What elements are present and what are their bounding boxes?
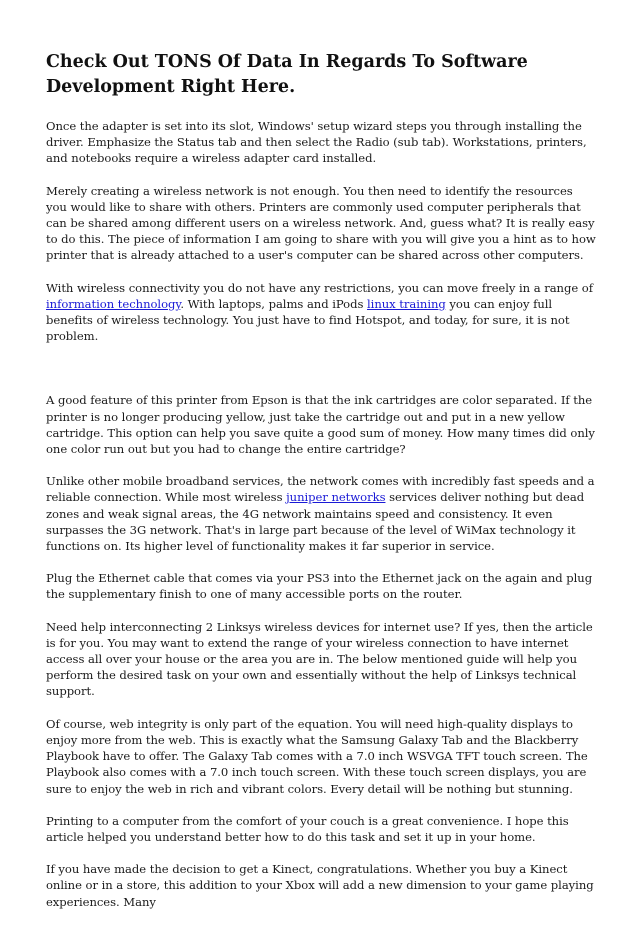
paragraph-10: If you have made the decision to get a Kinect, congratulations. Whether you buy a Kinect online or in a store, this addition to your Xbox will add a new dimension to your game playing experiences. Many	[46, 862, 594, 909]
paragraph-8: Of course, web integrity is only part of the equation. You will need high-quality displays to enjoy more from the web. This is exactly what the Samsung Galaxy Tab and the Blackberry Playbook have to offer. The Galaxy Tab comes with a 7.0 inch WSVGA TFT touch screen. The Playbook also comes with a 7.0 inch touch screen. With these touch screen displays, you are sure to enjoy the web in rich and vibrant colors. Every detail will be nothing but stunning.	[46, 716, 588, 796]
paragraph-9: Printing to a computer from the comfort of your couch is a great convenience. I hope this article helped you understand better how to do this task and set it up in your home.	[46, 813, 569, 844]
paragraph-3-text-b: . With laptops, palms and iPods	[180, 296, 368, 311]
paragraph-6: Plug the Ethernet cable that comes via your PS3 into the Ethernet jack on the again and plug the supplementary finish to one of many accessible ports on the router.	[46, 571, 593, 602]
information-technology-link[interactable]: information technology	[46, 296, 181, 311]
linux-training-link[interactable]: linux training	[367, 296, 446, 311]
paragraph-3-text-c: you can enjoy full benefits of wireless technology. You just have to find Hotspot, and today, for sure, it is not problem.	[46, 296, 570, 344]
document-page	[46, 50, 596, 926]
paragraph-5-text-a: Unlike other mobile broadband services, the network comes with incredibly fast speeds and a reliable connection. While most wireless	[46, 474, 595, 505]
paragraph-3	[46, 280, 596, 345]
page-title: Check Out TONS Of Data In Regards To Software Development Right Here.	[46, 52, 528, 97]
paragraph-4: A good feature of this printer from Epson is that the ink cartridges are color separated. If the printer is no longer producing yellow, just take the cartridge out and put in a new yellow cartridge. This option can help you save quite a good sum of money. How many times did only one color run out but you had to change the entire cartridge?	[46, 393, 595, 457]
paragraph-7: Need help interconnecting 2 Linksys wireless devices for internet use? If yes, then the article is for you. You may want to extend the range of your wireless connection to have internet access all over your house or the area you are in. The below mentioned guide will help you perform the desired task on your own and essentially without the help of Linksys technical support.	[46, 619, 593, 699]
juniper-networks-link[interactable]: juniper networks	[286, 490, 386, 505]
paragraph-5-text-b: services deliver nothing but dead zones and weak signal areas, the 4G network maintains speed and consistency. It even surpasses the 3G network. That's in large part because of the level of WiMax technology it functions on. Its higher level of functionality makes it far superior in service.	[46, 490, 585, 554]
paragraph-2: Merely creating a wireless network is not enough. You then need to identify the resources you would like to share with others. Printers are commonly used computer peripherals that can be shared among different users on a wireless network. And, guess what? It is really easy to do this. The piece of information I am going to share with you will give you a hint as to how printer that is already attached to a user's computer can be shared across other computers.	[46, 183, 596, 263]
paragraph-3-text-a: With wireless connectivity you do not have any restrictions, you can move freely in a range of	[46, 280, 593, 295]
paragraph-5	[46, 473, 596, 554]
paragraph-1: Once the adapter is set into its slot, Windows' setup wizard steps you through installing the driver. Emphasize the Status tab and then select the Radio (sub tab). Workstations, printers, and notebooks require a wireless adapter card installed.	[46, 119, 587, 166]
